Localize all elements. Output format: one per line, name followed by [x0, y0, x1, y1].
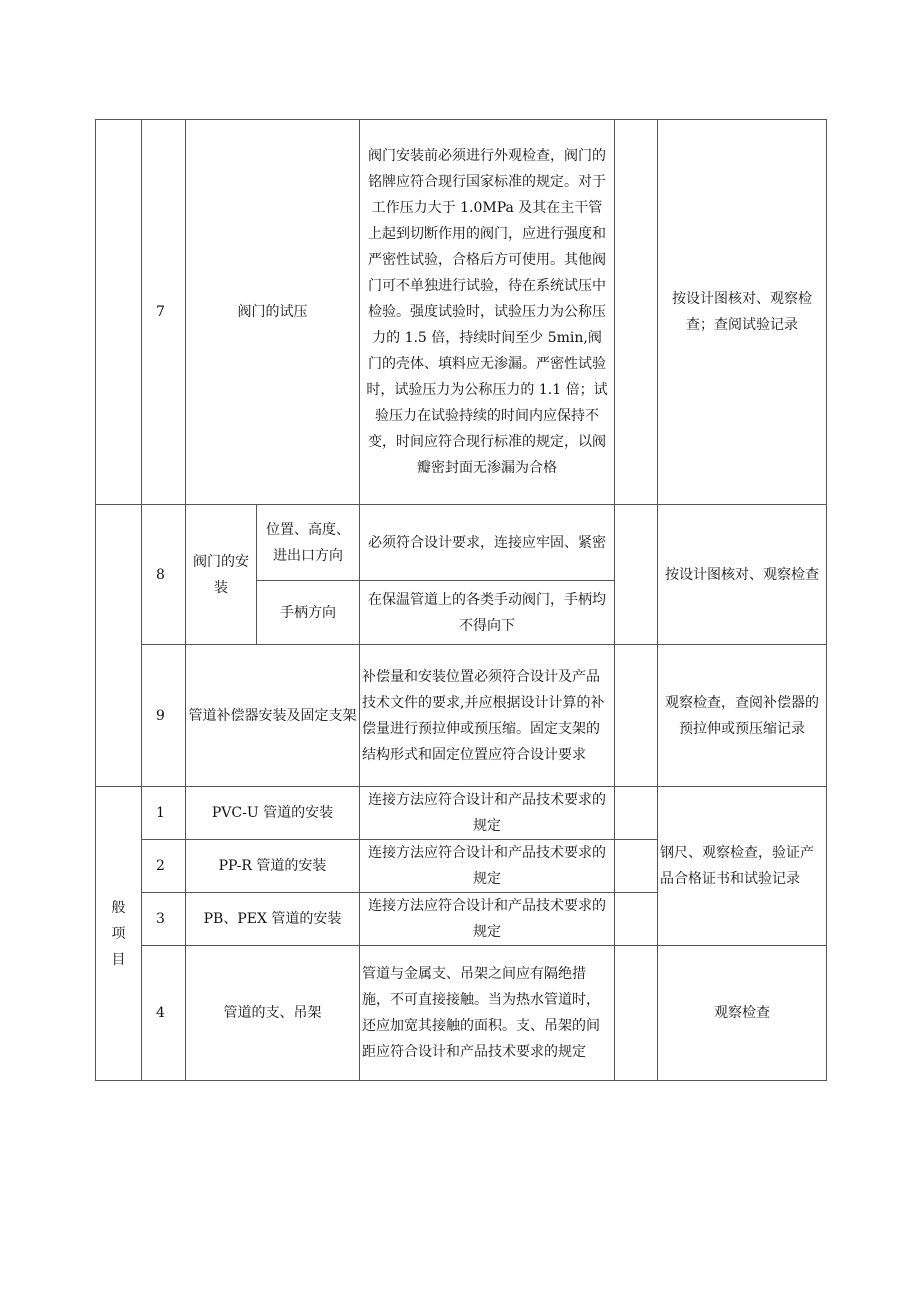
blank-cell [615, 893, 658, 946]
item-requirement: 连接方法应符合设计和产品技术要求的规定 [360, 840, 615, 893]
item-name: 管道补偿器安装及固定支架 [186, 645, 360, 787]
item-name: PVC-U 管道的安装 [186, 787, 360, 840]
category-cell-main-cont [96, 505, 142, 787]
blank-cell [615, 505, 658, 645]
item-name: PP-R 管道的安装 [186, 840, 360, 893]
item-name: 阀门的试压 [186, 120, 360, 505]
item-method: 观察检查 [658, 946, 827, 1081]
item-number: 1 [142, 787, 186, 840]
item-requirement: 补偿量和安装位置必须符合设计及产品技术文件的要求,并应根据设计计算的补偿量进行预拉伸或预压缩。固定支架的结构形式和固定位置应符合设计要求 [360, 645, 615, 787]
table-row [96, 505, 827, 581]
item-number: 4 [142, 946, 186, 1081]
item-requirement [360, 120, 615, 505]
item-requirement: 连接方法应符合设计和产品技术要求的规定 [360, 893, 615, 946]
item-requirement: 连接方法应符合设计和产品技术要求的规定 [360, 787, 615, 840]
table-row [96, 120, 827, 505]
item-number: 3 [142, 893, 186, 946]
item-subname: 手柄方向 [257, 581, 360, 645]
blank-cell [615, 645, 658, 787]
item-number: 9 [142, 645, 186, 787]
item-number: 7 [142, 120, 186, 505]
blank-cell [615, 840, 658, 893]
item-name: PB、PEX 管道的安装 [186, 893, 360, 946]
item-method: 钢尺、观察检查，验证产品合格证书和试验记录 [658, 787, 827, 946]
category-cell-main [96, 120, 142, 505]
general-category-label: 般项目 [111, 899, 126, 968]
item-method: 按设计图核对、观察检查 [658, 505, 827, 645]
blank-cell [615, 120, 658, 505]
item-name: 管道的支、吊架 [186, 946, 360, 1081]
item-requirement: 在保温管道上的各类手动阀门，手柄均不得向下 [360, 581, 615, 645]
table-row [96, 946, 827, 1081]
table-row [96, 787, 827, 840]
item-method: 观察检查，查阅补偿器的预拉伸或预压缩记录 [658, 645, 827, 787]
item-requirement: 管道与金属支、吊架之间应有隔绝措施，不可直接接触。当为热水管道时，还应加宽其接触的面积。支、吊架的间距应符合设计和产品技术要求的规定 [360, 946, 615, 1081]
item-name: 阀门的安装 [186, 505, 257, 645]
table-row [96, 645, 827, 787]
item-subname: 位置、高度、进出口方向 [257, 505, 360, 581]
blank-cell [615, 787, 658, 840]
requirement-text: 阀门安装前必须进行外观检查，阀门的铭牌应符合现行国家标准的规定。对于工作压力大于 1.0MPa 及其在主干管上起到切断作用的阀门，应进行强度和严密性试验，合格后方可使用。其他阀门可不单独进行试验，待在系统试压中检验。强度试验时，试验压力为公称压力的 1.5 倍，持续时间至少 5min,阀门的壳体、填料应无渗漏。严密性试验时，试验压力为公称压力的 1.1 倍；试验压力在试验持续的时间内应保持不变，时间应符合现行标准的规定，以阀瓣密封面无渗漏为合格 [366, 148, 608, 476]
item-method: 按设计图核对、观察检查；查阅试验记录 [658, 120, 827, 505]
item-number: 8 [142, 505, 186, 645]
inspection-table [95, 119, 827, 1081]
item-number: 2 [142, 840, 186, 893]
blank-cell [615, 946, 658, 1081]
item-requirement: 必须符合设计要求，连接应牢固、紧密 [360, 505, 615, 581]
category-cell-general [96, 787, 142, 1081]
